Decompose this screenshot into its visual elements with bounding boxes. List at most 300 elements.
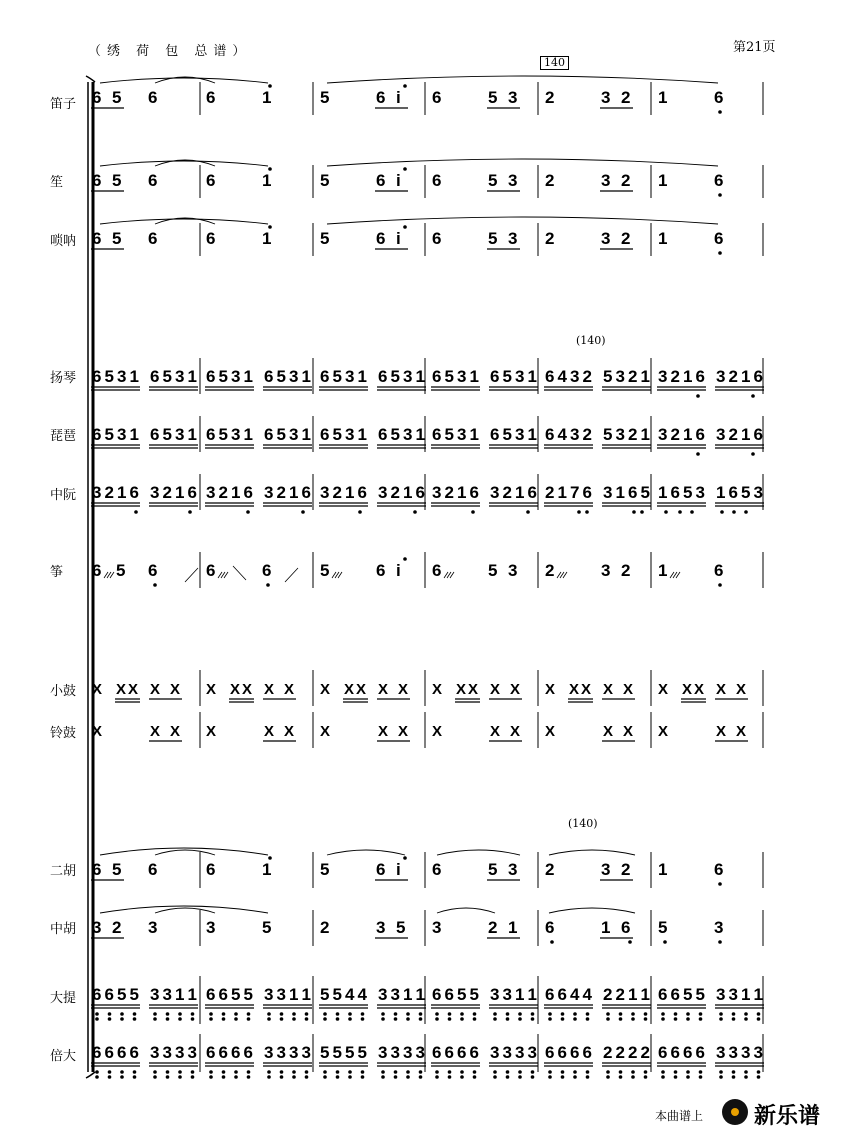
drum-hit: X — [456, 681, 467, 698]
slur — [155, 850, 215, 855]
tempo-mark-top: 140 — [540, 56, 569, 70]
tremolo-mark — [104, 572, 114, 578]
low-octave-dot — [718, 583, 722, 587]
tremolo-mark — [218, 572, 228, 578]
low-octave-dot — [381, 1070, 385, 1074]
note: 5 — [345, 1043, 355, 1062]
low-octave-dot — [178, 1070, 182, 1074]
note: 5 — [276, 367, 286, 386]
note: 6 — [570, 1043, 580, 1062]
note: 2 — [621, 860, 631, 879]
tremolo-mark — [557, 572, 567, 578]
instrument-label-sheng: 笙 — [50, 175, 64, 190]
note: 3 — [390, 1043, 400, 1062]
tambourine-hit: X — [378, 723, 389, 740]
low-octave-dot — [305, 1075, 309, 1079]
drum-hit: X — [92, 681, 103, 698]
note: 3 — [658, 425, 668, 444]
low-octave-dot — [133, 1075, 137, 1079]
note: 6 — [148, 171, 158, 190]
note: 6 — [658, 985, 668, 1004]
zheng-note: 3 — [601, 561, 611, 580]
note: 3 — [320, 483, 330, 502]
note: 6 — [92, 229, 102, 248]
instrument-label-dizi: 笛子 — [50, 97, 77, 112]
note: 2 — [603, 1043, 613, 1062]
note: 3 — [603, 483, 613, 502]
slur — [327, 217, 718, 224]
note: 1 — [415, 425, 425, 444]
note: 1 — [129, 367, 139, 386]
low-octave-dot — [631, 1012, 635, 1016]
note: 6 — [301, 483, 311, 502]
slur — [100, 906, 268, 913]
low-octave-dot — [394, 1070, 398, 1074]
note: 5 — [112, 229, 122, 248]
low-octave-dot — [757, 1012, 761, 1016]
note: 2 — [320, 918, 330, 937]
note: 3 — [264, 483, 274, 502]
note: 3 — [231, 367, 241, 386]
low-octave-dot — [95, 1075, 99, 1079]
note: 6 — [582, 1043, 592, 1062]
note: 2 — [332, 483, 342, 502]
low-octave-dot — [471, 510, 475, 514]
note: 3 — [741, 1043, 751, 1062]
note: 2 — [545, 229, 555, 248]
low-octave-dot — [718, 251, 722, 255]
low-octave-dot — [108, 1070, 112, 1074]
tempo-mark-bottom: (140) — [568, 817, 598, 830]
zheng-note: 2 — [545, 561, 555, 580]
low-octave-dot — [292, 1070, 296, 1074]
low-octave-dot — [267, 1075, 271, 1079]
tambourine-hit: X — [490, 723, 501, 740]
note: 3 — [289, 425, 299, 444]
note: 2 — [670, 367, 680, 386]
instrument-label-xiaogu: 小鼓 — [50, 684, 77, 699]
tambourine-hit: X — [545, 723, 556, 740]
low-octave-dot — [178, 1075, 182, 1079]
low-octave-dot — [178, 1017, 182, 1021]
note: 6 — [264, 425, 274, 444]
low-octave-dot — [619, 1070, 623, 1074]
low-octave-dot — [506, 1075, 510, 1079]
note: 1 — [658, 860, 668, 879]
drum-hit: X — [581, 681, 592, 698]
low-octave-dot — [718, 882, 722, 886]
low-octave-dot — [419, 1075, 423, 1079]
low-octave-dot — [292, 1075, 296, 1079]
note: 1 — [187, 985, 197, 1004]
note: 5 — [112, 171, 122, 190]
note: 1 — [628, 985, 638, 1004]
low-octave-dot — [305, 1012, 309, 1016]
note: 3 — [716, 367, 726, 386]
low-octave-dot — [757, 1017, 761, 1021]
low-octave-dot — [209, 1070, 213, 1074]
note: 1 — [557, 483, 567, 502]
low-octave-dot — [361, 1012, 365, 1016]
note: 2 — [628, 425, 638, 444]
note: 3 — [162, 985, 172, 1004]
note: 6 — [444, 985, 454, 1004]
note: 2 — [640, 1043, 650, 1062]
note: 3 — [206, 483, 216, 502]
note: 5 — [502, 367, 512, 386]
note: 3 — [150, 1043, 160, 1062]
tremolo-mark — [332, 572, 342, 578]
note: 5 — [444, 425, 454, 444]
instrument-label-pipa: 琵琶 — [50, 429, 77, 444]
slur — [437, 908, 495, 913]
instrument-label-zhongruan: 中阮 — [50, 488, 77, 503]
low-octave-dot — [628, 940, 632, 944]
note: 3 — [753, 483, 763, 502]
note: 3 — [615, 425, 625, 444]
note: 1 — [403, 985, 413, 1004]
low-octave-dot — [280, 1075, 284, 1079]
note: 6 — [148, 860, 158, 879]
note: 6 — [92, 367, 102, 386]
note: 1 — [658, 483, 668, 502]
high-octave-dot — [403, 84, 407, 88]
slur — [155, 908, 215, 913]
note: 1 — [415, 985, 425, 1004]
slur — [549, 850, 635, 855]
instrument-label-dati: 大提 — [50, 991, 77, 1006]
low-octave-dot — [166, 1075, 170, 1079]
low-octave-dot — [336, 1012, 340, 1016]
low-octave-dot — [744, 1070, 748, 1074]
low-octave-dot — [718, 110, 722, 114]
low-octave-dot — [133, 1017, 137, 1021]
note: 3 — [432, 483, 442, 502]
low-octave-dot — [247, 1012, 251, 1016]
low-octave-dot — [473, 1075, 477, 1079]
note: 1 — [508, 918, 518, 937]
drum-hit: X — [206, 681, 217, 698]
low-octave-dot — [664, 510, 668, 514]
note: 1 — [640, 985, 650, 1004]
note: 5 — [640, 483, 650, 502]
note: 6 — [444, 1043, 454, 1062]
low-octave-dot — [561, 1075, 565, 1079]
zheng-note: 5 — [488, 561, 498, 580]
low-octave-dot — [234, 1017, 238, 1021]
low-octave-dot — [493, 1070, 497, 1074]
note: 3 — [601, 171, 611, 190]
low-octave-dot — [585, 510, 589, 514]
note: 5 — [332, 1043, 342, 1062]
note: 5 — [104, 367, 114, 386]
note: 6 — [206, 367, 216, 386]
low-octave-dot — [678, 510, 682, 514]
note: 1 — [117, 483, 127, 502]
drum-hit: X — [432, 681, 443, 698]
drum-hit: X — [242, 681, 253, 698]
note: 6 — [243, 483, 253, 502]
glissando-mark — [185, 566, 298, 582]
note: 1 — [289, 483, 299, 502]
low-octave-dot — [644, 1075, 648, 1079]
note: 6 — [432, 171, 442, 190]
note: 5 — [218, 367, 228, 386]
low-octave-dot — [718, 940, 722, 944]
tambourine-hit: X — [603, 723, 614, 740]
low-octave-dot — [191, 1075, 195, 1079]
low-octave-dot — [336, 1070, 340, 1074]
note: 3 — [117, 425, 127, 444]
low-octave-dot — [744, 510, 748, 514]
note: 3 — [508, 229, 518, 248]
low-octave-dot — [744, 1017, 748, 1021]
drum-hit: X — [150, 681, 161, 698]
note: 2 — [545, 171, 555, 190]
note: 5 — [231, 985, 241, 1004]
note: 5 — [162, 367, 172, 386]
note: 1 — [357, 425, 367, 444]
note: 6 — [150, 367, 160, 386]
low-octave-dot — [561, 1012, 565, 1016]
note: 5 — [469, 985, 479, 1004]
low-octave-dot — [234, 1070, 238, 1074]
note: 5 — [332, 985, 342, 1004]
note: 1 — [243, 367, 253, 386]
note: 6 — [376, 171, 386, 190]
low-octave-dot — [631, 1017, 635, 1021]
note: 1 — [289, 985, 299, 1004]
note: 2 — [488, 918, 498, 937]
note: 3 — [570, 367, 580, 386]
note: 6 — [218, 1043, 228, 1062]
tambourine-hit: X — [320, 723, 331, 740]
low-octave-dot — [247, 1075, 251, 1079]
low-octave-dot — [358, 510, 362, 514]
tambourine-hit: X — [510, 723, 521, 740]
note: 6 — [206, 229, 216, 248]
note: 3 — [728, 985, 738, 1004]
note: 6 — [695, 1043, 705, 1062]
site-logo — [722, 1097, 842, 1129]
low-octave-dot — [674, 1070, 678, 1074]
note: 3 — [148, 918, 158, 937]
note: 3 — [714, 918, 724, 937]
note: 1 — [301, 425, 311, 444]
note: 6 — [357, 483, 367, 502]
note: 3 — [716, 1043, 726, 1062]
note: 5 — [683, 985, 693, 1004]
note: 3 — [175, 425, 185, 444]
note: 3 — [390, 985, 400, 1004]
low-octave-dot — [406, 1012, 410, 1016]
drum-hit: X — [545, 681, 556, 698]
note: 3 — [601, 88, 611, 107]
low-octave-dot — [686, 1070, 690, 1074]
note: 5 — [129, 985, 139, 1004]
note: 5 — [276, 425, 286, 444]
note: 5 — [112, 860, 122, 879]
low-octave-dot — [573, 1012, 577, 1016]
note: 6 — [714, 860, 724, 879]
drum-hit: X — [398, 681, 409, 698]
note: 5 — [104, 425, 114, 444]
instrument-label-linggu: 铃鼓 — [50, 726, 77, 741]
note: 6 — [187, 483, 197, 502]
low-octave-dot — [696, 394, 700, 398]
note: 6 — [545, 985, 555, 1004]
note: 6 — [621, 918, 631, 937]
note: 3 — [378, 985, 388, 1004]
note: 1 — [527, 367, 537, 386]
low-octave-dot — [460, 1012, 464, 1016]
low-octave-dot — [732, 1012, 736, 1016]
low-octave-dot — [323, 1070, 327, 1074]
low-octave-dot — [493, 1075, 497, 1079]
note: 3 — [615, 367, 625, 386]
note: 1 — [129, 425, 139, 444]
tambourine-hit: X — [284, 723, 295, 740]
note: 6 — [557, 1043, 567, 1062]
zheng-note: 2 — [621, 561, 631, 580]
low-octave-dot — [719, 1012, 723, 1016]
low-octave-dot — [120, 1017, 124, 1021]
low-octave-dot — [247, 1070, 251, 1074]
low-octave-dot — [548, 1070, 552, 1074]
drum-hit: X — [356, 681, 367, 698]
low-octave-dot — [336, 1075, 340, 1079]
note: 5 — [117, 985, 127, 1004]
note: 1 — [187, 425, 197, 444]
note: 3 — [515, 425, 525, 444]
note: 1 — [403, 483, 413, 502]
drum-hit: X — [344, 681, 355, 698]
note: 3 — [658, 367, 668, 386]
low-octave-dot — [531, 1017, 535, 1021]
slur — [100, 219, 268, 224]
low-octave-dot — [606, 1012, 610, 1016]
tambourine-hit: X — [92, 723, 103, 740]
slur — [100, 848, 268, 855]
note: 3 — [264, 1043, 274, 1062]
note: 6 — [670, 1043, 680, 1062]
high-octave-dot — [268, 167, 272, 171]
note: 2 — [670, 425, 680, 444]
low-octave-dot — [550, 940, 554, 944]
low-octave-dot — [191, 1012, 195, 1016]
note: 5 — [741, 483, 751, 502]
slur — [100, 78, 268, 83]
low-octave-dot — [732, 510, 736, 514]
low-octave-dot — [188, 510, 192, 514]
note: 3 — [231, 425, 241, 444]
note: 5 — [243, 985, 253, 1004]
low-octave-dot — [234, 1012, 238, 1016]
note: 5 — [390, 425, 400, 444]
note: 6 — [320, 367, 330, 386]
footer-credit: 本曲谱上 — [655, 1109, 704, 1123]
low-octave-dot — [292, 1012, 296, 1016]
low-octave-dot — [518, 1017, 522, 1021]
low-octave-dot — [178, 1012, 182, 1016]
low-octave-dot — [222, 1012, 226, 1016]
note: 1 — [469, 367, 479, 386]
high-octave-dot — [403, 167, 407, 171]
note: 6 — [469, 483, 479, 502]
note: 5 — [488, 171, 498, 190]
note: 6 — [714, 171, 724, 190]
drum-hit: X — [603, 681, 614, 698]
note: 2 — [218, 483, 228, 502]
low-octave-dot — [506, 1012, 510, 1016]
note: 6 — [557, 985, 567, 1004]
low-octave-dot — [619, 1017, 623, 1021]
note: 1 — [658, 229, 668, 248]
note: 5 — [320, 860, 330, 879]
drum-hit: X — [716, 681, 727, 698]
note: 6 — [432, 367, 442, 386]
low-octave-dot — [696, 452, 700, 456]
note: 3 — [276, 1043, 286, 1062]
low-octave-dot — [246, 510, 250, 514]
note: 1 — [243, 425, 253, 444]
low-octave-dot — [381, 1012, 385, 1016]
note: 6 — [670, 483, 680, 502]
low-octave-dot — [606, 1017, 610, 1021]
note: 3 — [187, 1043, 197, 1062]
low-octave-dot — [406, 1017, 410, 1021]
note: i — [396, 88, 401, 107]
note: 1 — [187, 367, 197, 386]
note: 6 — [545, 367, 555, 386]
low-octave-dot — [448, 1075, 452, 1079]
low-octave-dot — [267, 1012, 271, 1016]
note: 4 — [357, 985, 367, 1004]
low-octave-dot — [548, 1012, 552, 1016]
note: 3 — [378, 483, 388, 502]
low-octave-dot — [280, 1017, 284, 1021]
note: 5 — [357, 1043, 367, 1062]
note: 5 — [390, 367, 400, 386]
note: 3 — [150, 483, 160, 502]
note: 1 — [640, 367, 650, 386]
low-octave-dot — [732, 1070, 736, 1074]
low-octave-dot — [435, 1017, 439, 1021]
note: 5 — [603, 425, 613, 444]
low-octave-dot — [209, 1017, 213, 1021]
low-octave-dot — [108, 1012, 112, 1016]
note: 5 — [658, 918, 668, 937]
note: 6 — [92, 171, 102, 190]
note: 3 — [716, 985, 726, 1004]
low-octave-dot — [493, 1012, 497, 1016]
low-octave-dot — [518, 1075, 522, 1079]
note: 1 — [753, 985, 763, 1004]
note: 3 — [403, 367, 413, 386]
low-octave-dot — [732, 1075, 736, 1079]
drum-hit: X — [116, 681, 127, 698]
low-octave-dot — [280, 1070, 284, 1074]
low-octave-dot — [757, 1070, 761, 1074]
note: i — [396, 171, 401, 190]
tambourine-hit: X — [170, 723, 181, 740]
low-octave-dot — [751, 452, 755, 456]
zheng-note: 3 — [508, 561, 518, 580]
low-octave-dot — [663, 940, 667, 944]
low-octave-dot — [518, 1070, 522, 1074]
note: 5 — [444, 367, 454, 386]
note: 3 — [289, 1043, 299, 1062]
